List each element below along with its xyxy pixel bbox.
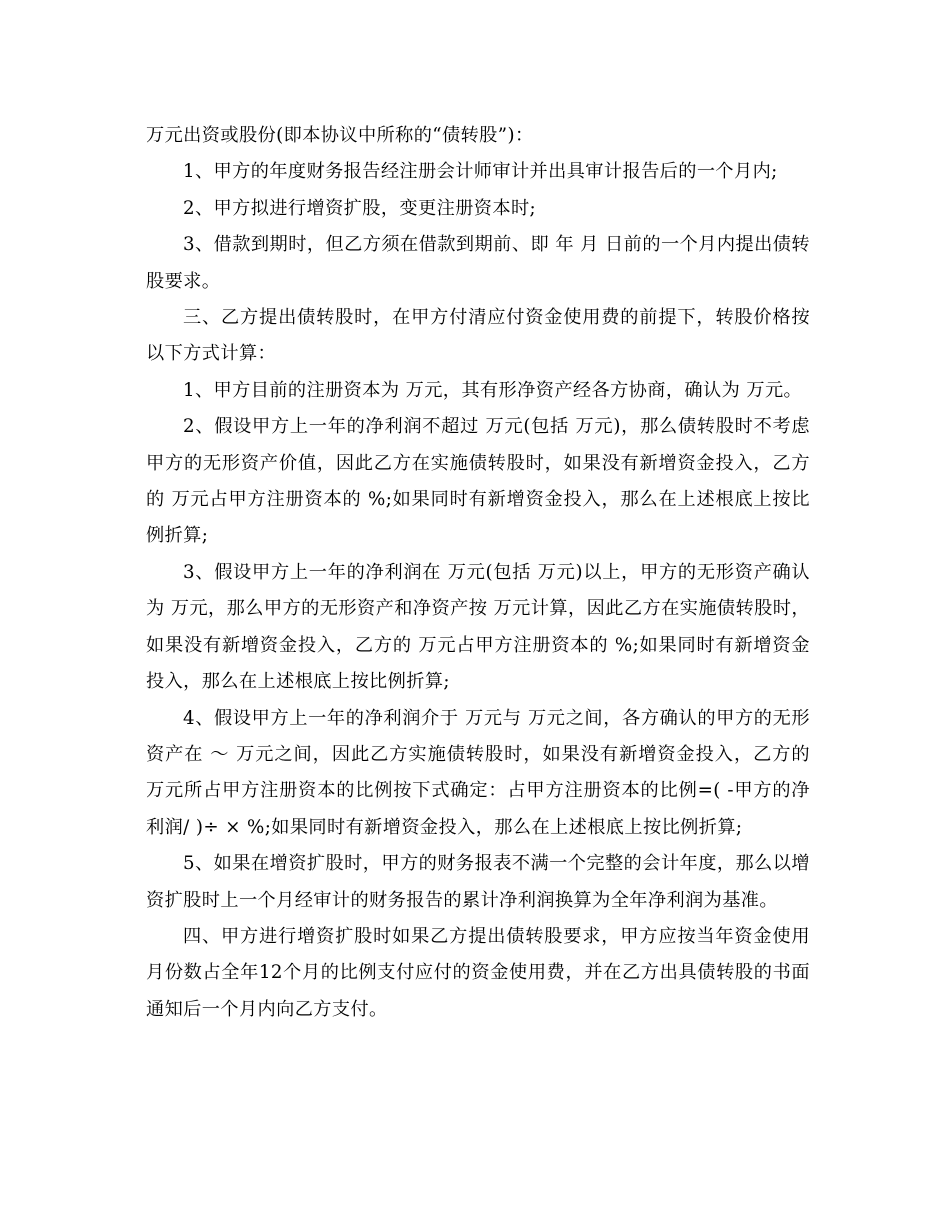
paragraph-continuation: 万元出资或股份(即本协议中所称的“债转股”)： xyxy=(146,125,534,146)
paragraph-section-3-heading: 三、乙方提出债转股时，在甲方付清应付资金使用费的前提下，转股价格按以下方式计算： xyxy=(146,307,810,365)
paragraph-section-4-fee-payment: 四、甲方进行增资扩股时如果乙方提出债转股要求，甲方应按当年资金使用月份数占全年12个月的比例支付应付的资金使用费，并在乙方出具债转股的书面通知后一个月内向乙方支付。 xyxy=(146,925,810,1020)
document-body xyxy=(146,118,817,1028)
paragraph-calc-3-profit-above: 3、假设甲方上一年的净利润在 万元(包括 万元)以上，甲方的无形资产确认为 万元，那么甲方的无形资产和净资产按 万元计算，因此乙方在实施债转股时，如果没有新增资金投入，乙方的 万元占甲方注册资本的 %;如果同时有新增资金投入，那么在上述根底上按比例折算; xyxy=(146,561,810,693)
paragraph-item-2-capital-increase: 2、甲方拟进行增资扩股，变更注册资本时; xyxy=(183,197,537,219)
paragraph-calc-5-incomplete-year: 5、如果在增资扩股时，甲方的财务报表不满一个完整的会计年度，那么以增资扩股时上一个月经审计的财务报告的累计净利润换算为全年净利润为基准。 xyxy=(146,853,810,911)
paragraph-item-3-loan-maturity: 3、借款到期时，但乙方须在借款到期前、即 年 月 日前的一个月内提出债转股要求。 xyxy=(146,234,810,292)
paragraph-calc-1-registered-capital: 1、甲方目前的注册资本为 万元，其有形净资产经各方协商，确认为 万元。 xyxy=(183,379,803,401)
paragraph-calc-2-profit-below: 2、假设甲方上一年的净利润不超过 万元(包括 万元)，那么债转股时不考虑甲方的无形资产价值，因此乙方在实施债转股时，如果没有新增资金投入，乙方的 万元占甲方注册资本的 %;如果同时有新增资金投入，那么在上述根底上按比例折算; xyxy=(146,416,810,547)
paragraph-calc-4-profit-between: 4、假设甲方上一年的净利润介于 万元与 万元之间，各方确认的甲方的无形资产在 ～ 万元之间，因此乙方实施债转股时，如果没有新增资金投入，乙方的 万元所占甲方注册资本的比例按下式确定：占甲方注册资本的比例=( -甲方的净利润/ )÷ × %;如果同时有新增资金投入，那么在上述根底上按比例折算; xyxy=(146,707,817,838)
paragraph-item-1-audit: 1、甲方的年度财务报告经注册会计师审计并出具审计报告后的一个月内; xyxy=(183,161,778,183)
